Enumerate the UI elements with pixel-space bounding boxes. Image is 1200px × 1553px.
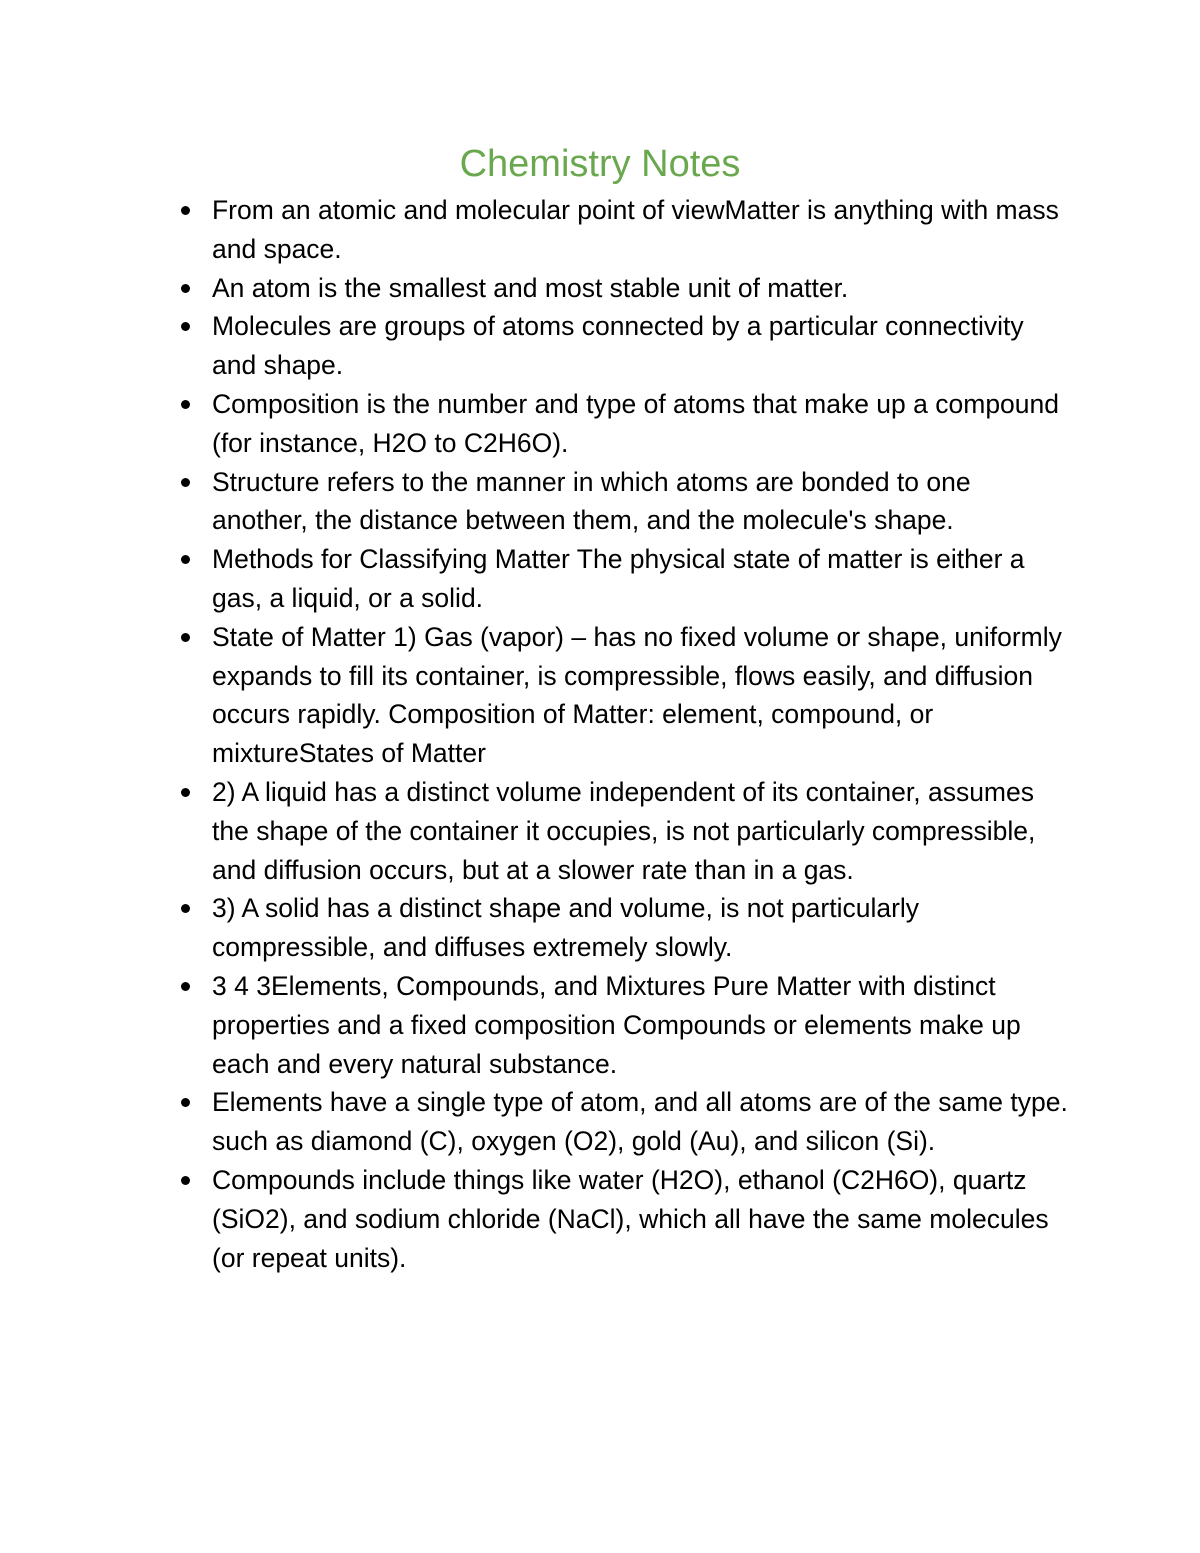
note-item (212, 385, 1072, 463)
bullet-icon (181, 478, 190, 487)
note-item (212, 1083, 1072, 1161)
note-item (212, 540, 1072, 618)
note-item (212, 773, 1072, 889)
note-text: An atom is the smallest and most stable unit of matter. (212, 272, 849, 303)
note-text: Molecules are groups of atoms connected by a particular connectivity and shape. (212, 311, 1024, 381)
bullet-icon (181, 904, 190, 913)
note-text: 3 4 3Elements, Compounds, and Mixtures Pure Matter with distinct properties and a fixed composition Compounds or elements make up each and every natural substance. (212, 970, 1021, 1079)
note-text: 2) A liquid has a distinct volume independent of its container, assumes the shape of the container it occupies, is not particularly compressible, and diffusion occurs, but at a slower rate than in a gas. (212, 776, 1036, 885)
note-item (212, 967, 1072, 1083)
bullet-icon (181, 1098, 190, 1107)
bullet-icon (181, 284, 190, 293)
notes-list (0, 191, 1200, 1277)
note-item (212, 618, 1072, 773)
note-item (212, 307, 1072, 385)
note-text: Composition is the number and type of atoms that make up a compound (for instance, H2O to C2H6O). (212, 388, 1060, 458)
note-text: Structure refers to the manner in which atoms are bonded to one another, the distance between them, and the molecule's shape. (212, 466, 971, 536)
page-title: Chemistry Notes (459, 143, 741, 185)
note-item (212, 463, 1072, 541)
bullet-icon (181, 1176, 190, 1185)
bullet-icon (181, 633, 190, 642)
bullet-icon (181, 206, 190, 215)
bullet-icon (181, 322, 190, 331)
bullet-icon (181, 788, 190, 797)
bullet-icon (181, 400, 190, 409)
bullet-icon (181, 555, 190, 564)
note-text: State of Matter 1) Gas (vapor) – has no fixed volume or shape, uniformly expands to fill its container, is compressible, flows easily, and diffusion occurs rapidly. Composition of Matter: element, compound, or mixtureStates of Matter (212, 621, 1062, 769)
note-item (212, 269, 1072, 308)
note-text: From an atomic and molecular point of viewMatter is anything with mass and space. (212, 195, 1059, 264)
note-item (212, 1161, 1072, 1277)
note-item (212, 889, 1072, 967)
note-item (212, 191, 1072, 269)
note-text: Compounds include things like water (H2O), ethanol (C2H6O), quartz (SiO2), and sodium chloride (NaCl), which all have the same molecules (or repeat units). (212, 1164, 1049, 1273)
bullet-icon (181, 982, 190, 991)
note-text: Methods for Classifying Matter The physical state of matter is either a gas, a liquid, or a solid. (212, 544, 1025, 613)
note-text: Elements have a single type of atom, and all atoms are of the same type. such as diamond (C), oxygen (O2), gold (Au), and silicon (Si). (212, 1087, 1068, 1157)
note-text: 3) A solid has a distinct shape and volume, is not particularly compressible, and diffuses extremely slowly. (212, 893, 920, 963)
